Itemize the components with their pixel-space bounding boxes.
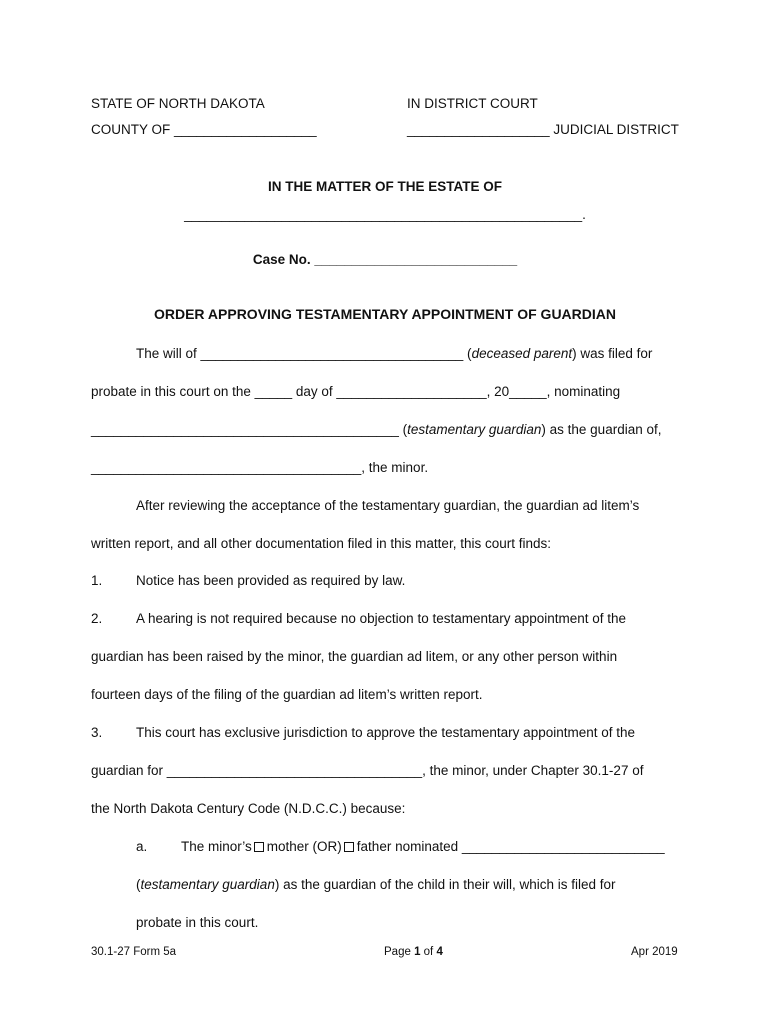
- finding-1-number: 1.: [91, 573, 103, 588]
- finding-2-number: 2.: [91, 611, 103, 626]
- matter-heading: IN THE MATTER OF THE ESTATE OF: [268, 179, 502, 194]
- paragraph-review: After reviewing the acceptance of the testamentary guardian, the guardian ad litem’s: [136, 498, 640, 513]
- court-label: IN DISTRICT COURT: [407, 96, 538, 111]
- page-indicator: Page 1 of 4: [384, 946, 443, 958]
- finding-2-text: A hearing is not required because no objection to testamentary appointment of the: [136, 611, 627, 626]
- case-number: Case No. ___________________________: [252, 252, 518, 267]
- paragraph-guardian: _________________________________________ (testamentary guardian) as the guardian of,: [91, 422, 662, 437]
- mother-checkbox[interactable]: [254, 842, 264, 852]
- county-field: COUNTY OF ___________________: [91, 122, 317, 137]
- paragraph-minor: ____________________________________, the minor.: [91, 460, 429, 475]
- paragraph-will: The will of ___________________________________ (deceased parent) was filed for: [136, 346, 653, 361]
- finding-2-line-2: guardian has been raised by the minor, the guardian ad litem, or any other person within: [91, 649, 618, 664]
- paragraph-probate: probate in this court on the _____ day of ____________________, 20_____, nominating: [91, 384, 621, 399]
- form-date: Apr 2019: [631, 946, 678, 958]
- finding-1-text: Notice has been provided as required by law.: [136, 573, 406, 588]
- form-number: 30.1-27 Form 5a: [91, 946, 177, 958]
- estate-name-blank: _____________________________________________________.: [184, 207, 586, 222]
- sub-item-a-line-3: probate in this court.: [136, 915, 259, 930]
- sub-item-a-line-2: (testamentary guardian) as the guardian of the child in their will, which is filed for: [136, 877, 616, 892]
- state-label: STATE OF NORTH DAKOTA: [91, 96, 265, 111]
- father-checkbox[interactable]: [344, 842, 354, 852]
- judicial-district-field: ___________________ JUDICIAL DISTRICT: [407, 122, 679, 137]
- finding-3-number: 3.: [91, 725, 103, 740]
- finding-3-text: This court has exclusive jurisdiction to approve the testamentary appointment of the: [136, 725, 636, 740]
- sub-item-a-letter: a.: [136, 839, 148, 854]
- paragraph-findings: written report, and all other documentation filed in this matter, this court finds:: [91, 536, 551, 551]
- finding-3-line-3: the North Dakota Century Code (N.D.C.C.) because:: [91, 801, 406, 816]
- sub-item-a-text: The minor’s mother (OR) father nominated ___________________________: [181, 839, 665, 854]
- finding-3-line-2: guardian for __________________________________, the minor, under Chapter 30.1-27 of: [91, 763, 644, 778]
- finding-2-line-3: fourteen days of the filing of the guardian ad litem’s written report.: [91, 687, 483, 702]
- document-title: ORDER APPROVING TESTAMENTARY APPOINTMENT OF GUARDIAN: [153, 306, 616, 322]
